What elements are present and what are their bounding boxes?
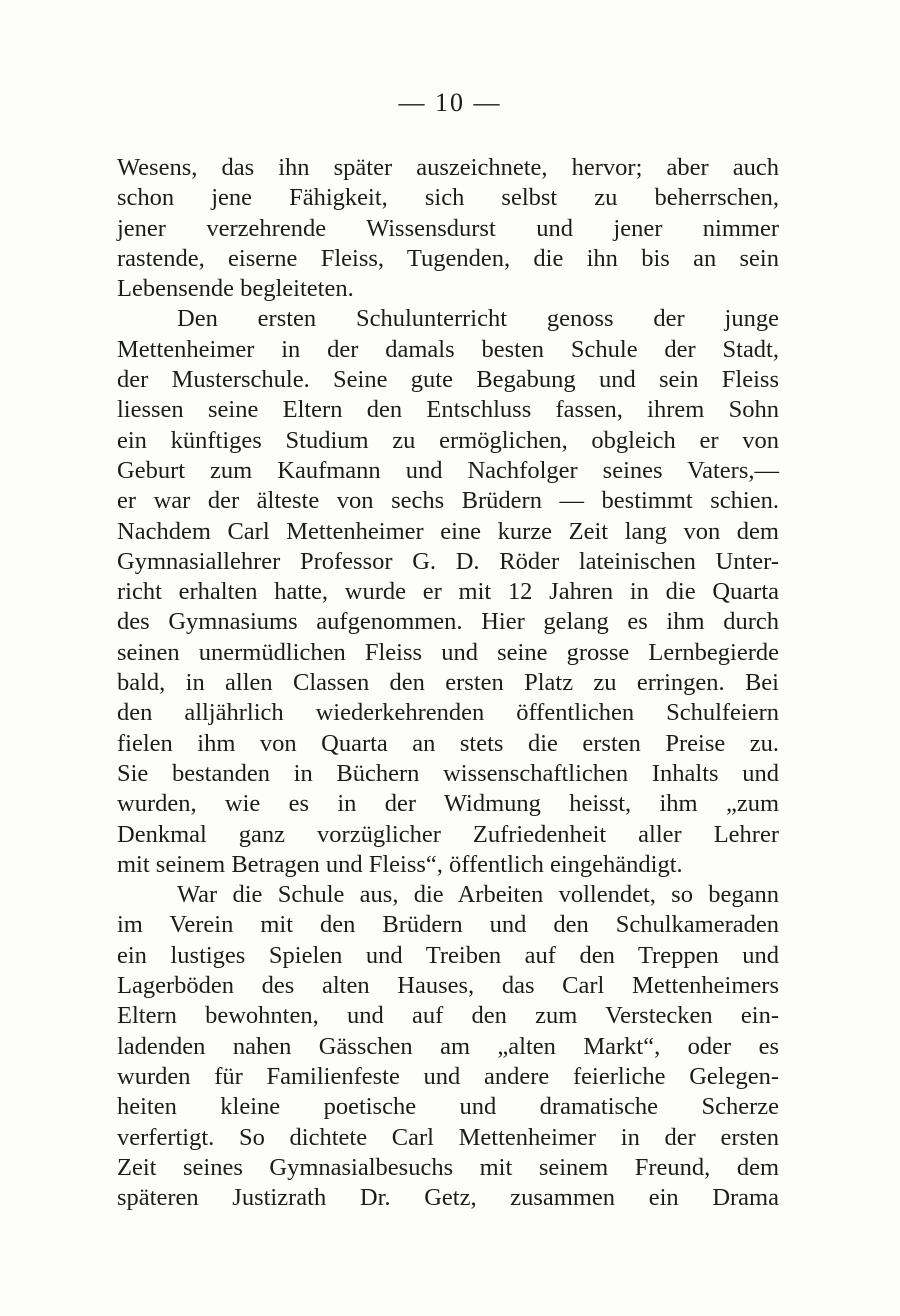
text-line: Den ersten Schulunterricht genoss der junge [177,305,779,333]
text-line: Nachdem Carl Mettenheimer eine kurze Zeit lang von dem [117,517,779,545]
text-line: Zeit seines Gymnasialbesuchs mit seinem Freund, dem [117,1153,779,1181]
text-line: rastende, eiserne Fleiss, Tugenden, die ihn bis an sein [117,244,779,272]
text-line: seinen unermüdlichen Fleiss und seine grosse Lernbegierde [117,638,779,666]
text-line: bald, in allen Classen den ersten Platz zu erringen. Bei [117,669,779,697]
text-line: schon jene Fähigkeit, sich selbst zu beherrschen, [117,184,779,212]
text-line: Lagerböden des alten Hauses, das Carl Mettenheimers [117,972,779,1000]
text-line: Eltern bewohnten, und auf den zum Verstecken ein- [117,1002,779,1030]
text-line: Gymnasiallehrer Professor G. D. Röder lateinischen Unter- [117,547,779,575]
text-line: wurden, wie es in der Widmung heisst, ihm „zum [117,790,779,818]
text-line: ein künftiges Studium zu ermöglichen, obgleich er von [117,426,779,454]
text-line: liessen seine Eltern den Entschluss fassen, ihrem Sohn [117,396,779,424]
text-line: War die Schule aus, die Arbeiten vollendet, so begann [177,881,779,909]
text-line: Lebensende begleiteten. [117,275,354,303]
body-text [117,153,779,1213]
text-line: Mettenheimer in der damals besten Schule der Stadt, [117,335,779,363]
text-line: späteren Justizrath Dr. Getz, zusammen ein Drama [117,1184,779,1212]
text-line: ladenden nahen Gässchen am „alten Markt“, oder es [117,1032,779,1060]
text-line: verfertigt. So dichtete Carl Mettenheimer in der ersten [117,1123,779,1151]
page-number: — 10 — [398,88,502,117]
text-line: im Verein mit den Brüdern und den Schulkameraden [117,911,779,939]
text-line: den alljährlich wiederkehrenden öffentlichen Schulfeiern [117,699,779,727]
text-line: mit seinem Betragen und Fleiss“, öffentlich eingehändigt. [117,850,683,878]
text-line: Sie bestanden in Büchern wissenschaftlichen Inhalts und [117,759,779,787]
text-line: Denkmal ganz vorzüglicher Zufriedenheit aller Lehrer [117,820,779,848]
text-line: des Gymnasiums aufgenommen. Hier gelang es ihm durch [117,608,779,636]
text-line: der Musterschule. Seine gute Begabung und sein Fleiss [117,366,779,394]
text-line: jener verzehrende Wissensdurst und jener nimmer [117,214,779,242]
text-line: er war der älteste von sechs Brüdern — bestimmt schien. [117,487,779,515]
text-line: heiten kleine poetische und dramatische Scherze [117,1093,779,1121]
text-line: ein lustiges Spielen und Treiben auf den Treppen und [117,941,779,969]
text-line: Wesens, das ihn später auszeichnete, hervor; aber auch [117,154,779,181]
text-line: richt erhalten hatte, wurde er mit 12 Jahren in die Quarta [117,578,779,606]
text-line: Geburt zum Kaufmann und Nachfolger seines Vaters,— [117,456,779,484]
text-line: wurden für Familienfeste und andere feierliche Gelegen- [117,1062,779,1090]
text-line: fielen ihm von Quarta an stets die ersten Preise zu. [117,729,779,757]
